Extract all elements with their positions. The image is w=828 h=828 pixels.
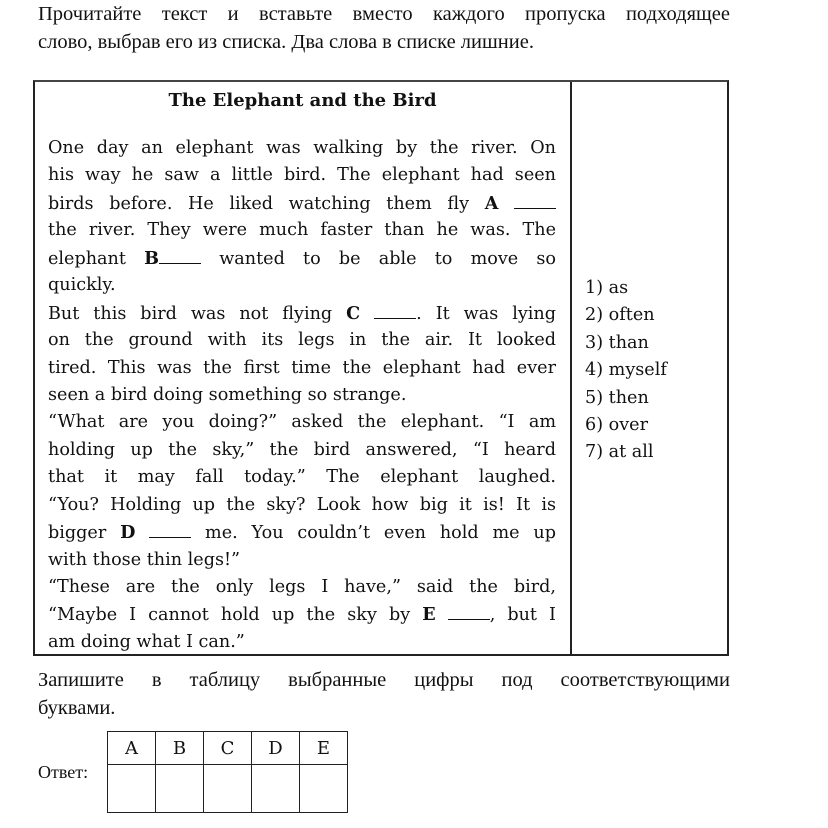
story-line xyxy=(48,162,556,189)
story-line xyxy=(48,409,556,436)
answer-cell-a[interactable] xyxy=(108,765,156,813)
answer-header-c: C xyxy=(204,732,252,765)
story-text-segment: One day an elephant was walking by the river. On xyxy=(48,138,556,158)
story-line xyxy=(48,574,556,601)
story-text-segment: me. You couldn’t even hold me up xyxy=(191,523,556,544)
story-text-segment: his way he saw a little bird. The elephant had seen xyxy=(48,165,556,186)
gap-letter: E xyxy=(422,604,436,626)
answer-label: Ответ: xyxy=(38,762,89,782)
answer-cell-c[interactable] xyxy=(204,765,252,813)
story-line xyxy=(48,382,556,409)
story-text-segment: But this bird was not flying xyxy=(48,303,347,324)
story-text-segment: “You? Holding up the sky? Look how big it is! It is xyxy=(48,494,556,515)
answer-header-d: D xyxy=(252,732,300,765)
story-text-segment: holding up the sky,” the bird answered, “I heard xyxy=(48,439,556,460)
gap-blank xyxy=(159,249,201,264)
task-instructions xyxy=(38,666,730,722)
gap-blank xyxy=(514,194,556,209)
task-line-1: Запишите в таблицу выбранные цифры под соответствующими xyxy=(38,669,730,691)
story-text-segment xyxy=(135,523,149,543)
story-text-segment xyxy=(498,194,514,214)
story-text-segment: , but I xyxy=(489,605,556,626)
story-title: The Elephant and the Bird xyxy=(168,90,437,111)
gap-letter: C xyxy=(346,302,361,324)
story-line xyxy=(48,519,556,546)
story-text-segment: am doing what I can.” xyxy=(48,631,245,652)
option-item: 4) myself xyxy=(585,360,667,381)
option-item: 6) over xyxy=(585,415,649,436)
story-text-segment: “These are the only legs I have,” said the bird, xyxy=(48,577,556,597)
story-text-segment: elephant xyxy=(48,248,145,269)
story-line xyxy=(48,245,556,272)
story-line xyxy=(48,492,556,519)
story-line xyxy=(48,217,556,244)
story-line xyxy=(48,547,556,574)
story-text-segment: “What are you doing?” asked the elephant. “I am xyxy=(48,412,556,433)
story-text-segment: . It was lying xyxy=(416,303,556,324)
gap-letter: B xyxy=(144,247,160,269)
option-item: 7) at all xyxy=(585,442,654,463)
story-text-segment xyxy=(360,304,374,324)
story-text-segment: tired. This was the first time the elephant had ever xyxy=(48,357,556,378)
story-text-segment: birds before. He liked watching them fly xyxy=(48,193,485,214)
story-line xyxy=(48,629,556,656)
instructions-line-1: Прочитайте текст и вставьте вместо каждого пропуска подходящее xyxy=(38,3,730,25)
option-item: 2) often xyxy=(585,305,655,326)
gap-letter: A xyxy=(484,192,499,214)
story-line xyxy=(48,272,556,299)
story-text-segment: on the ground with its legs in the air. It looked xyxy=(48,330,556,351)
story-line xyxy=(48,135,556,162)
story-text-segment: wanted to be able to move so xyxy=(201,248,557,269)
story-line xyxy=(48,190,556,217)
gap-blank xyxy=(149,523,191,538)
gap-blank xyxy=(448,605,490,620)
story-text-segment: with those thin legs!” xyxy=(48,549,241,570)
answer-header-b: B xyxy=(156,732,204,765)
instructions-line-2: слово, выбрав его из списка. Два слова в списке лишние. xyxy=(38,31,534,53)
column-divider xyxy=(570,82,572,654)
story-line xyxy=(48,327,556,354)
story-text-segment: quickly. xyxy=(48,275,116,296)
story-text-segment: the river. They were much faster than he was. The xyxy=(48,220,556,241)
word-options xyxy=(585,275,667,467)
story-text xyxy=(48,135,556,656)
story-line xyxy=(48,601,556,628)
story-text-segment: bigger xyxy=(48,523,121,544)
answer-table xyxy=(107,731,348,813)
story-line xyxy=(48,355,556,382)
answer-cell-e[interactable] xyxy=(300,765,348,813)
story-text-segment xyxy=(436,605,448,625)
story-text-segment: that it may fall today.” The elephant laughed. xyxy=(48,467,556,488)
gap-blank xyxy=(374,304,416,319)
answer-cell-b[interactable] xyxy=(156,765,204,813)
gap-letter: D xyxy=(120,522,136,544)
answer-header-a: A xyxy=(108,732,156,765)
story-line xyxy=(48,300,556,327)
story-text-segment: seen a bird doing something so strange. xyxy=(48,384,407,405)
instructions xyxy=(38,0,730,56)
answer-cell-d[interactable] xyxy=(252,765,300,813)
option-item: 1) as xyxy=(585,278,629,298)
task-line-2: буквами. xyxy=(38,697,116,719)
option-item: 3) than xyxy=(585,332,649,353)
story-line xyxy=(48,437,556,464)
story-line xyxy=(48,464,556,491)
answer-header-e: E xyxy=(300,732,348,765)
story-text-segment: “Maybe I cannot hold up the sky by xyxy=(48,605,423,626)
text-box xyxy=(33,80,729,656)
option-item: 5) then xyxy=(585,387,649,408)
